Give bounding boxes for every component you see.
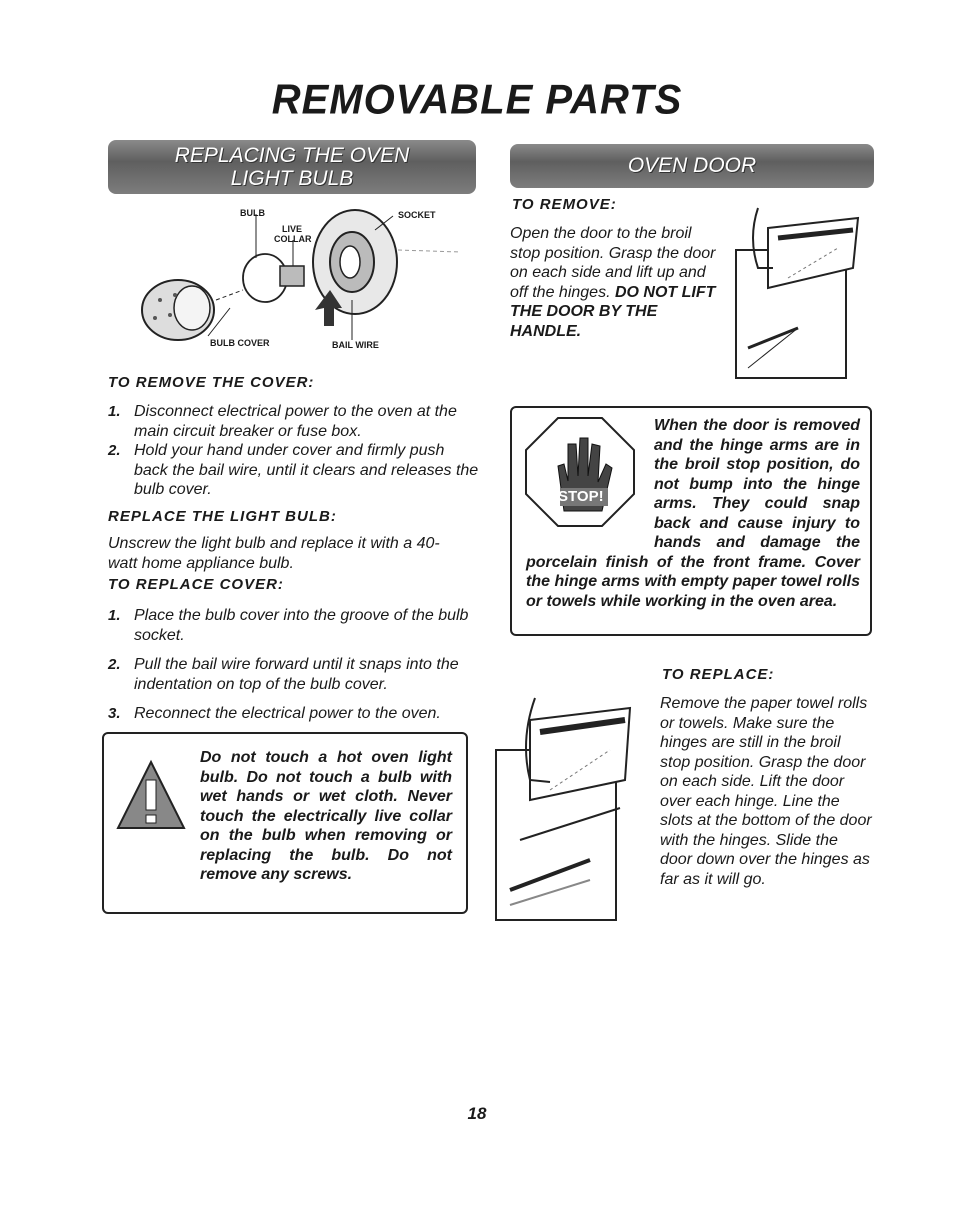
bulb-banner-line1: REPLACING THE OVEN — [174, 144, 410, 167]
remove-cover-heading: TO REMOVE THE COVER: — [108, 374, 315, 391]
oven-door-banner: OVEN DOOR — [510, 144, 874, 188]
page-title: REMOVABLE PARTS — [271, 76, 683, 124]
replace-bulb-text: Unscrew the light bulb and replace it with a 40-watt home appliance bulb. — [108, 535, 440, 572]
label-collar: COLLAR — [274, 234, 312, 244]
label-socket: SOCKET — [398, 210, 436, 220]
page-number: 18 — [467, 1104, 487, 1123]
door-replace-diagram — [490, 690, 640, 930]
list-item: 1. Disconnect electrical power to the oven at the main circuit breaker or fuse box. — [108, 403, 457, 440]
label-bulb-cover: BULB COVER — [210, 338, 270, 348]
bulb-warning-box — [102, 732, 468, 914]
list-item: 1. Place the bulb cover into the groove of the bulb socket. — [108, 607, 469, 644]
label-bulb: BULB — [240, 208, 265, 218]
replace-bulb-heading: REPLACE THE LIGHT BULB: — [108, 508, 337, 525]
bulb-banner-line2: LIGHT BULB — [230, 167, 354, 190]
label-live: LIVE — [282, 224, 303, 234]
list-item: 2. Pull the bail wire forward until it snaps into the indentation on top of the bulb cover. — [108, 656, 459, 693]
replace-cover-steps — [108, 606, 478, 724]
door-caution-text: When the door is removed and the hinge arms are in the broil stop position, do not bump into the hinge arms. They could snap back and cause injury to hands and damage the porcelain finish of the front frame. Cover the hinge arms with empty paper towel rolls or towels while working in the oven area. — [526, 417, 860, 610]
door-caution-box — [510, 406, 872, 636]
door-remove-warning: DO NOT LIFT THE DOOR BY THE HANDLE. — [510, 283, 716, 340]
door-remove-diagram — [728, 198, 868, 378]
door-remove-heading: TO REMOVE: — [512, 196, 617, 213]
list-item: 3. Reconnect the electrical power to the oven. — [108, 705, 441, 722]
stop-sign-text: STOP! — [558, 488, 604, 505]
replace-cover-heading: TO REPLACE COVER: — [108, 576, 284, 593]
bulb-warning-text: Do not touch a hot oven light bulb. Do not touch a bulb with wet hands or wet cloth. Never touch the electrically live collar on the bulb when removing or replacing the bulb. Do not remove any screws. — [200, 749, 452, 883]
door-remove-text: Open the door to the broil stop position. Grasp the door on each side and lift up and off the hinges. DO NOT LIFT THE DOOR BY THE HANDLE. — [510, 225, 716, 340]
warning-triangle-icon — [116, 760, 186, 830]
door-replace-heading: TO REPLACE: — [662, 666, 775, 683]
bulb-section-banner — [108, 140, 476, 194]
bulb-diagram — [130, 200, 470, 360]
door-replace-text: Remove the paper towel rolls or towels. Make sure the hinges are still in the broil stop position. Grasp the door on each side. Lift the door over each hinge. Line the slots at the bottom of the door with the hinges. Slide the door down over the hinges as far as it will go. — [660, 695, 872, 888]
remove-cover-steps — [108, 402, 480, 500]
label-bail-wire: BAIL WIRE — [332, 340, 379, 350]
text-wrap-spacer — [526, 416, 654, 552]
list-item: 2. Hold your hand under cover and firmly push back the bail wire, until it clears and releases the bulb cover. — [108, 442, 479, 498]
